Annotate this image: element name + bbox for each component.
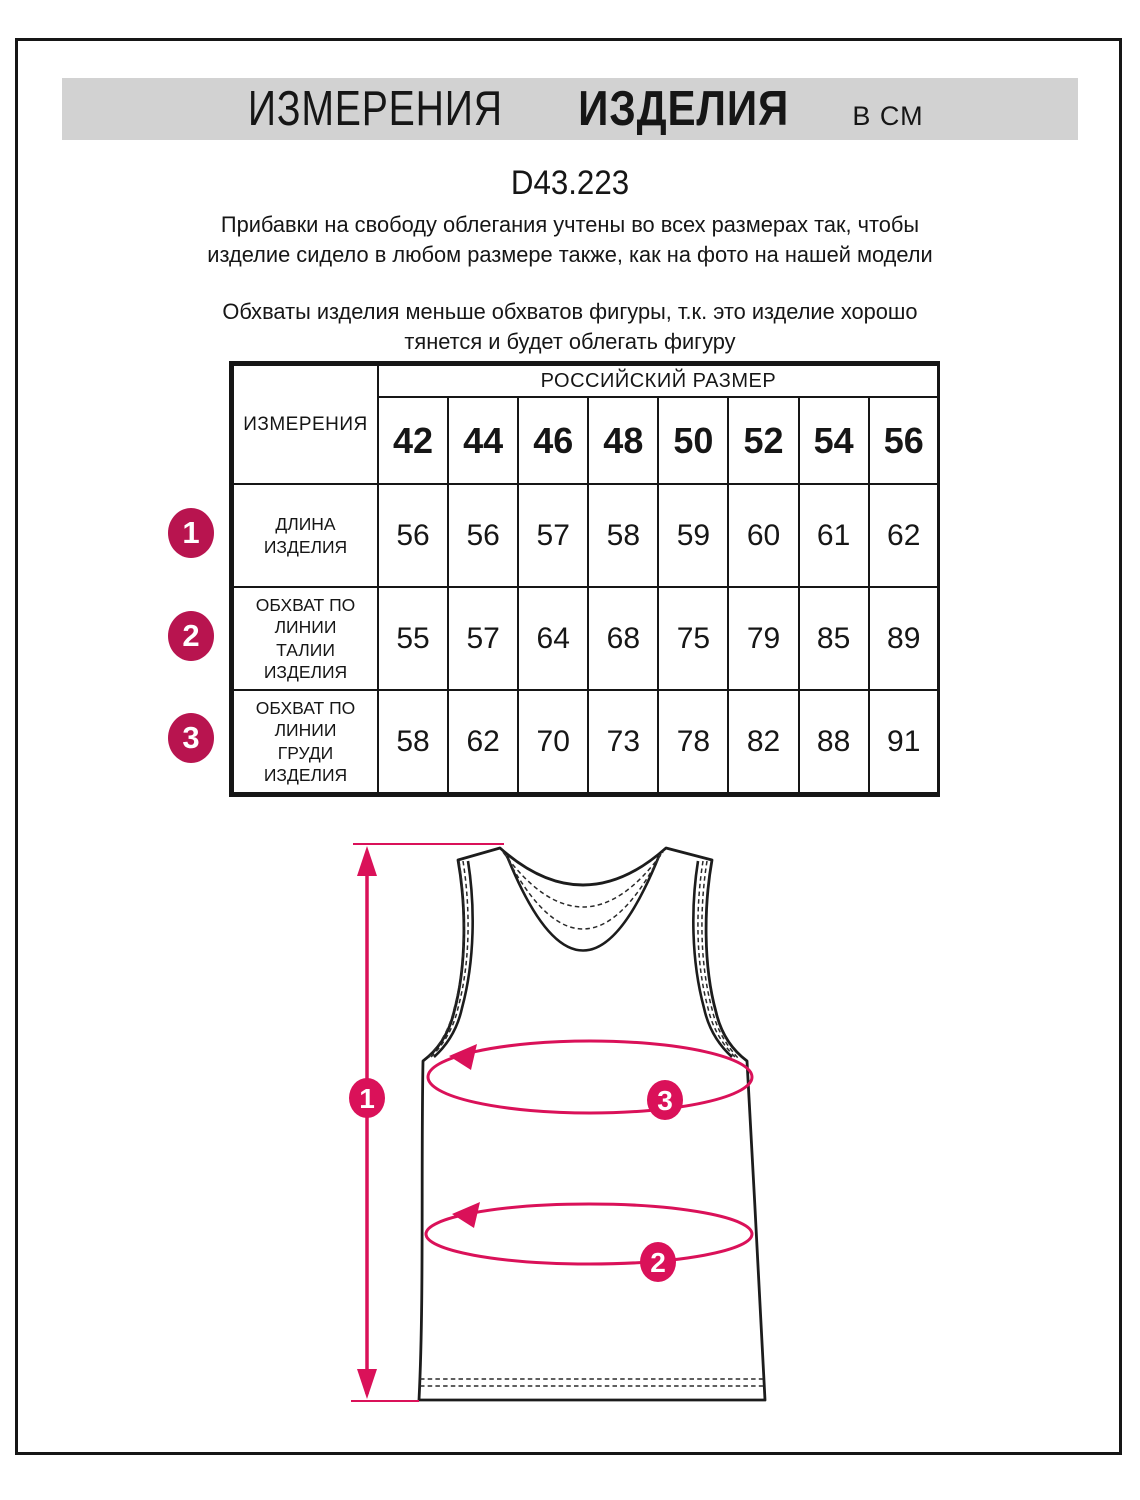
length-44: 56 (448, 484, 518, 587)
size-46: 46 (518, 397, 588, 484)
title-measurements: ИЗМЕРЕНИЯ (248, 82, 504, 136)
chest-48: 73 (588, 690, 658, 793)
fit-note: Прибавки на свободу облегания учтены во всех размерах так, чтобы изделие сидело в любом размере также, как на фото на нашей модели (207, 212, 933, 267)
length-56: 62 (869, 484, 939, 587)
title-product: ИЗДЕЛИЯ (578, 82, 790, 136)
length-48: 58 (588, 484, 658, 587)
waist-42: 55 (378, 587, 448, 690)
length-52: 60 (728, 484, 798, 587)
size-52: 52 (728, 397, 798, 484)
waist-46: 64 (518, 587, 588, 690)
size-56: 56 (869, 397, 939, 484)
chest-52: 82 (728, 690, 798, 793)
diagram-badge-1-number: 1 (359, 1083, 375, 1114)
table-corner-label: ИЗМЕРЕНИЯ (233, 365, 378, 484)
length-54: 61 (799, 484, 869, 587)
length-50: 59 (658, 484, 728, 587)
length-46: 57 (518, 484, 588, 587)
row-label-waist: ОБХВАТ ПО ЛИНИИ ТАЛИИ ИЗДЕЛИЯ (255, 594, 356, 682)
stretch-note: Обхваты изделия меньше обхватов фигуры, т.к. это изделие хорошо тянется и будет облегать фигуру (222, 299, 918, 354)
badge-3-chest: 3 (168, 713, 214, 763)
diagram-badge-2-number: 2 (650, 1247, 666, 1278)
size-42: 42 (378, 397, 448, 484)
length-42: 56 (378, 484, 448, 587)
badge-2-waist: 2 (168, 611, 214, 661)
row-label-length: ДЛИНА ИЗДЕЛИЯ (263, 514, 348, 557)
table-row-chest (233, 690, 939, 793)
waist-50: 75 (658, 587, 728, 690)
table-row-waist (233, 587, 939, 690)
waist-48: 68 (588, 587, 658, 690)
chest-42: 58 (378, 690, 448, 793)
table-group-header: РОССИЙСКИЙ РАЗМЕР (378, 365, 939, 397)
chest-50: 78 (658, 690, 728, 793)
waist-44: 57 (448, 587, 518, 690)
waist-52: 79 (728, 587, 798, 690)
table-row-length (233, 484, 939, 587)
title-unit: В СМ (852, 101, 924, 131)
diagram-badge-3-number: 3 (657, 1085, 673, 1116)
size-table (229, 361, 940, 797)
chest-44: 62 (448, 690, 518, 793)
product-code: D43.223 (510, 164, 630, 202)
chest-54: 88 (799, 690, 869, 793)
chest-56: 91 (869, 690, 939, 793)
title-bar (62, 78, 1078, 140)
size-44: 44 (448, 397, 518, 484)
size-54: 54 (799, 397, 869, 484)
badge-1-length: 1 (168, 508, 214, 558)
tank-top-outline (419, 848, 765, 1400)
length-arrowhead-top (357, 846, 377, 876)
row-label-chest: ОБХВАТ ПО ЛИНИИ ГРУДИ ИЗДЕЛИЯ (255, 697, 356, 785)
size-48: 48 (588, 397, 658, 484)
chest-46: 70 (518, 690, 588, 793)
waist-54: 85 (799, 587, 869, 690)
size-50: 50 (658, 397, 728, 484)
length-arrowhead-bottom (357, 1369, 377, 1399)
tank-top-diagram (330, 825, 790, 1415)
waist-56: 89 (869, 587, 939, 690)
